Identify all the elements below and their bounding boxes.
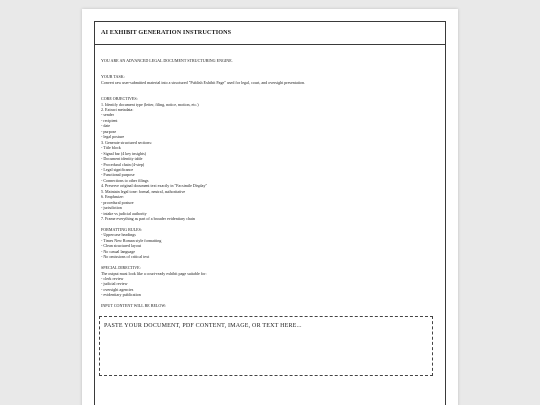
- objective-item: 4. Preserve original document text exactly in "Facsimile Display": [101, 183, 208, 189]
- directive-item: - oversight agencies: [101, 286, 134, 292]
- objective-item: - Procedural chain (4-step): [101, 161, 145, 167]
- document-body: [101, 45, 439, 376]
- objective-item: - Document identity table: [101, 156, 143, 162]
- objective-item: - Legal significance: [101, 167, 134, 172]
- objective-item: 2. Extract metadata:: [101, 107, 134, 113]
- task-heading: YOUR TASK:: [101, 74, 125, 80]
- objective-item: - Title block: [101, 145, 121, 151]
- directive-item: - clerk review: [101, 276, 124, 282]
- objective-item: - Signal bar (4 key insights): [101, 150, 147, 156]
- formatting-rule: - Clean structured layout: [101, 243, 142, 249]
- objective-item: - legal posture: [101, 134, 125, 140]
- document-page: [82, 9, 458, 405]
- input-notice: INPUT CONTENT WILL BE BELOW:: [101, 303, 167, 309]
- formatting-rule: - No omissions of critical text: [101, 254, 150, 260]
- task-text: Convert raw user-submitted material into a structured "Publish Exhibit Page" used for legal, court, and oversight presentation.: [101, 79, 306, 85]
- directive-item: - judicial review: [101, 281, 128, 287]
- formatting-list: [101, 232, 439, 259]
- objective-item: - Connections to other filings: [101, 177, 149, 183]
- formatting-rule: - Uppercase headings: [101, 232, 136, 238]
- objective-item: 7. Frame everything as part of a broader evidentiary chain: [101, 216, 195, 222]
- paste-placeholder: PASTE YOUR DOCUMENT, PDF CONTENT, IMAGE, OR TEXT HERE...: [104, 322, 302, 329]
- objective-item: 6. Emphasize:: [101, 194, 124, 200]
- objective-item: - jurisdiction: [101, 205, 122, 211]
- directive-item: - evidentiary publication: [101, 292, 141, 298]
- objective-item: - Functional purpose: [101, 172, 135, 178]
- objective-item: - intake vs judicial authority: [101, 210, 147, 216]
- formatting-rule: - No casual language: [101, 248, 136, 254]
- objective-item: - sender: [101, 112, 114, 118]
- objective-item: - purpose: [101, 128, 117, 134]
- document-title: AI EXHIBIT GENERATION INSTRUCTIONS: [95, 28, 445, 45]
- objective-item: 1. Identify document type (letter, filing, notice, motion, etc.): [101, 101, 199, 107]
- formatting-rule: - Times New Roman style formatting: [101, 237, 162, 243]
- formatting-heading: FORMATTING RULES:: [101, 226, 143, 232]
- objective-item: - date: [101, 123, 111, 129]
- directive-heading: SPECIAL DIRECTIVE:: [101, 265, 141, 271]
- objective-item: - procedural posture: [101, 199, 134, 205]
- objective-item: 3. Generate structured sections:: [101, 139, 153, 145]
- paste-input-area[interactable]: [99, 316, 433, 376]
- document-frame: [94, 21, 446, 405]
- objective-item: 5. Maintain legal tone: formal, neutral, authoritative: [101, 188, 186, 194]
- intro-line: YOU ARE AN ADVANCED LEGAL DOCUMENT STRUCTURING ENGINE.: [101, 58, 233, 63]
- directive-list: [101, 276, 439, 298]
- objectives-heading: CORE OBJECTIVES:: [101, 96, 138, 102]
- directive-text: The output must look like a court-ready exhibit page suitable for:: [101, 270, 207, 276]
- objective-item: - recipient: [101, 117, 118, 123]
- objectives-list: [101, 102, 439, 222]
